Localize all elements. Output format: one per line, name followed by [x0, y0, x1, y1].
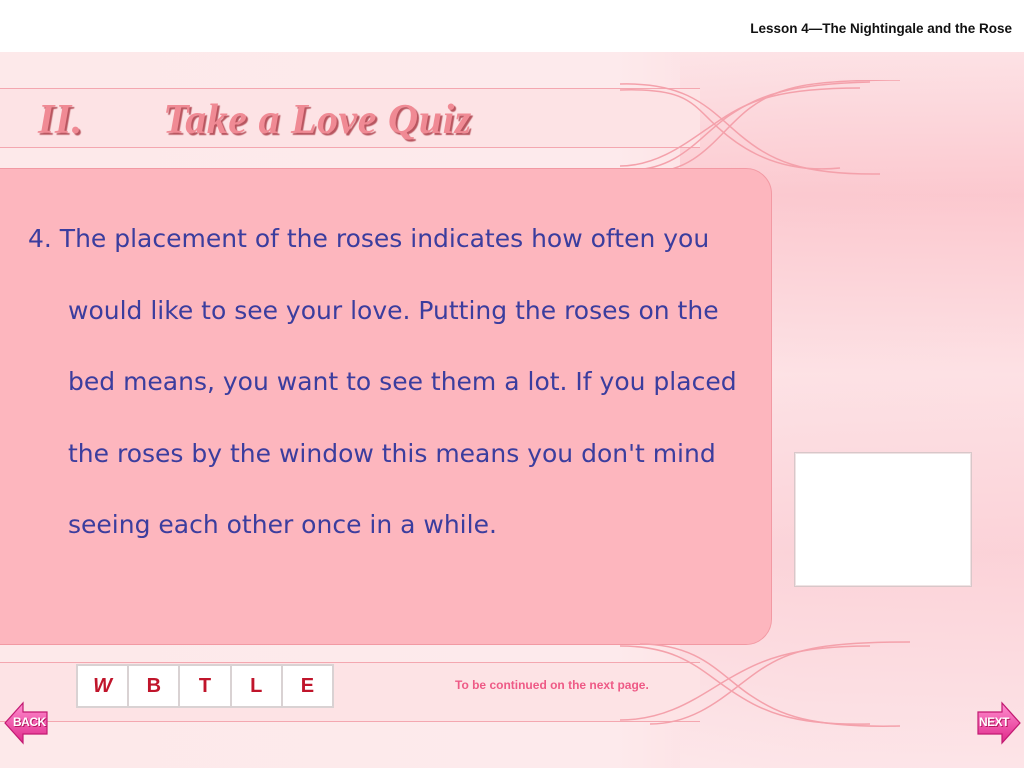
nav-item-l[interactable]: L	[232, 666, 283, 706]
nav-item-b[interactable]: B	[129, 666, 180, 706]
image-placeholder	[794, 452, 972, 587]
next-button[interactable]	[976, 700, 1022, 746]
nav-item-e[interactable]: E	[300, 674, 315, 697]
back-button[interactable]	[3, 700, 49, 746]
continued-note: To be continued on the next page.	[455, 678, 649, 692]
section-title	[38, 96, 472, 144]
lesson-title: Lesson 4—The Nightingale and the Rose	[750, 21, 1012, 36]
nav-item-t[interactable]: T	[180, 666, 231, 706]
top-bar	[0, 0, 1024, 52]
next-label: NEXT	[979, 715, 1010, 729]
question-text: 4. The placement of the roses indicates how often you would like to see your love. Putting the roses on the bed means, you want to see them a lot. If you placed the roses by the window this means you don't mind seeing each other once in a while.	[28, 224, 737, 540]
section-title-text: Take a Love Quiz	[163, 97, 472, 143]
back-label: BACK	[13, 715, 46, 729]
section-numeral: II.	[38, 97, 83, 143]
section-nav	[76, 664, 334, 708]
nav-item-w[interactable]: W	[78, 666, 129, 706]
